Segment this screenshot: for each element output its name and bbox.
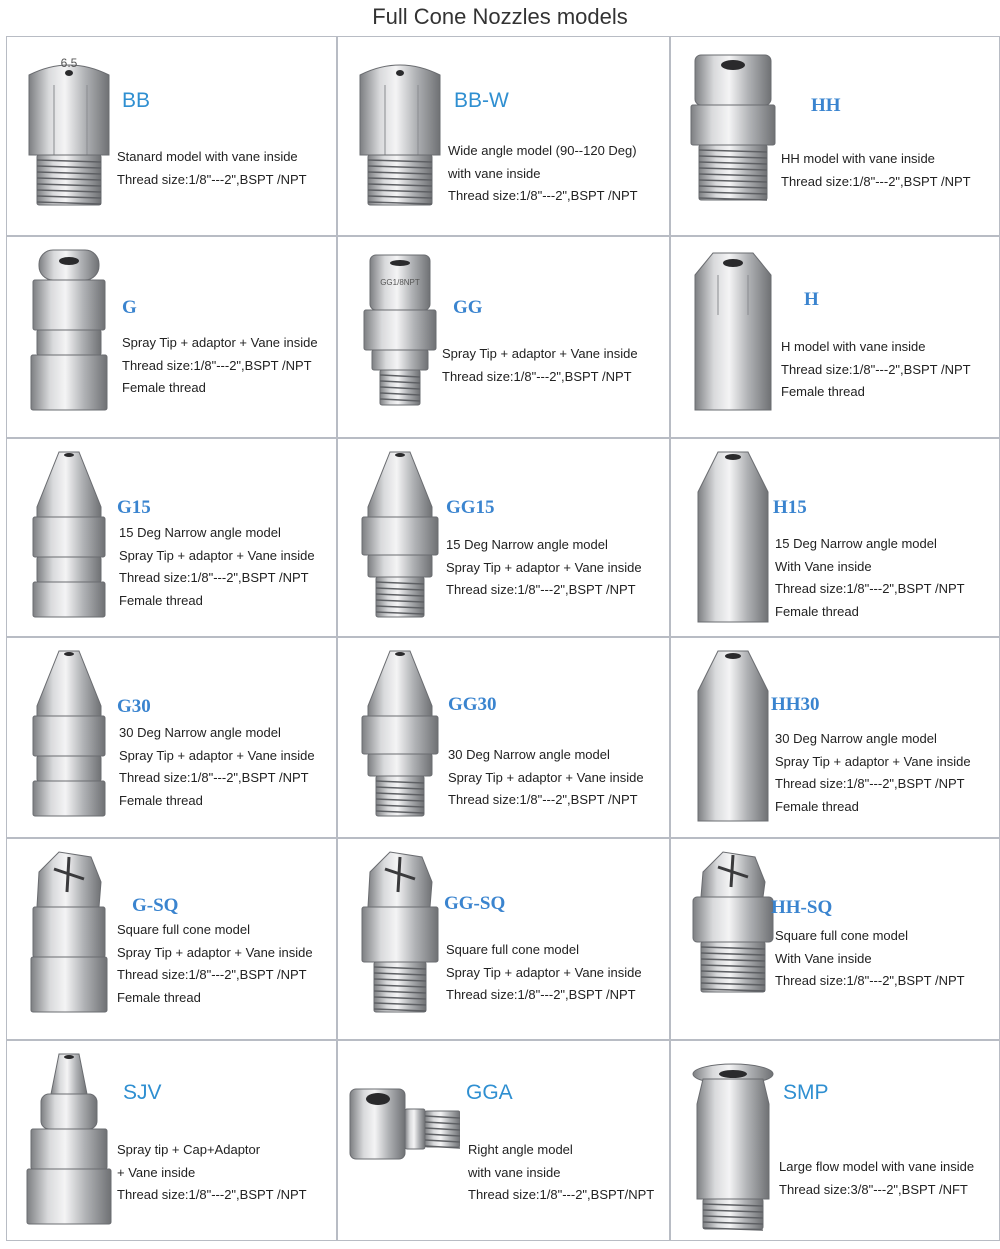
model-name: GG30 (448, 694, 497, 715)
model-name: HH (811, 95, 841, 116)
model-name: H15 (773, 497, 807, 518)
model-name: BB (122, 89, 151, 112)
model-name: HH30 (771, 694, 820, 715)
model-name: G15 (117, 497, 151, 518)
description-line: Thread size:1/8"---2",BSPT /NPT (448, 792, 638, 807)
nozzle-model-grid (6, 36, 1000, 1241)
model-name: G30 (117, 696, 151, 717)
description-line: Spray Tip + adaptor + Vane inside (122, 335, 318, 350)
description-line: Large flow model with vane inside (779, 1159, 975, 1174)
description-line: Thread size:1/8"---2",BSPT /NPT (446, 582, 636, 597)
description-line: Spray Tip + adaptor + Vane inside (442, 346, 638, 361)
description-line: Square full cone model (446, 942, 579, 957)
model-description (448, 140, 638, 208)
description-line: Square full cone model (775, 928, 908, 943)
model-card-bb-w (337, 36, 670, 236)
model-description (448, 744, 644, 812)
description-line: H model with vane inside (781, 339, 926, 354)
model-card-g (6, 236, 337, 438)
model-card-h (670, 236, 1000, 438)
nozzle-engraving: 6.5 (60, 56, 78, 70)
model-description (117, 146, 307, 191)
description-line: Spray Tip + adaptor + Vane inside (448, 769, 644, 785)
description-line: Spray Tip + adaptor + Vane inside (117, 944, 313, 960)
description-line: Female thread (117, 989, 201, 1005)
description-line: with vane inside (468, 1164, 561, 1180)
description-line: 15 Deg Narrow angle model (119, 525, 281, 540)
description-line: Thread size:1/8"---2",BSPT /NPT (781, 361, 971, 377)
model-card-gga (337, 1040, 670, 1241)
nozzle-image (9, 646, 129, 831)
nozzle-image (9, 245, 129, 430)
description-line: Spray Tip + adaptor + Vane inside (775, 753, 971, 769)
model-name: GG (453, 297, 483, 318)
description-line: Thread size:1/8"---2",BSPT /NPT (775, 581, 965, 596)
model-description (775, 925, 965, 993)
description-line: Spray Tip + adaptor + Vane inside (446, 964, 642, 980)
model-name: GG-SQ (444, 893, 506, 914)
description-line: 30 Deg Narrow angle model (119, 725, 281, 740)
model-card-hh30 (670, 637, 1000, 838)
nozzle-image (9, 447, 129, 632)
description-line: Spray Tip + adaptor + Vane inside (119, 747, 315, 763)
nozzle-image (340, 447, 460, 632)
model-description (446, 534, 642, 602)
description-line: With Vane inside (775, 950, 872, 966)
model-name: BB-W (454, 89, 509, 112)
description-line: Thread size:1/8"---2",BSPT /NPT (117, 967, 307, 982)
model-card-smp (670, 1040, 1000, 1241)
description-line: 30 Deg Narrow angle model (448, 747, 610, 762)
description-line: Female thread (119, 792, 203, 808)
model-card-sjv (6, 1040, 337, 1241)
description-line: Spray Tip + adaptor + Vane inside (446, 559, 642, 575)
nozzle-image (340, 847, 460, 1032)
model-description (779, 1156, 974, 1201)
description-line: Spray Tip + adaptor + Vane inside (119, 547, 315, 563)
model-description (117, 1139, 307, 1207)
model-card-g30 (6, 637, 337, 838)
description-line: Thread size:1/8"---2",BSPT /NPT (119, 570, 309, 585)
description-line: Thread size:1/8"---2",BSPT/NPT (468, 1187, 655, 1202)
description-line: HH model with vane inside (781, 151, 935, 166)
model-description (468, 1139, 654, 1207)
description-line: Spray tip + Cap+Adaptor (117, 1142, 261, 1157)
model-description (775, 728, 971, 818)
nozzle-image (9, 1049, 129, 1234)
model-card-gg30 (337, 637, 670, 838)
description-line: Wide angle model (90--120 Deg) (448, 143, 637, 158)
description-line: Square full cone model (117, 922, 250, 937)
description-line: Female thread (119, 592, 203, 608)
nozzle-engraving: GG1/8NPT (380, 278, 420, 287)
model-description (442, 343, 638, 388)
model-description (446, 939, 642, 1007)
description-line: Thread size:1/8"---2",BSPT /NPT (775, 776, 965, 791)
description-line: Stanard model with vane inside (117, 149, 298, 164)
model-description (781, 148, 971, 193)
model-description (775, 533, 965, 623)
description-line: with vane inside (448, 165, 541, 181)
description-line: Thread size:3/8"---2",BSPT /NFT (779, 1181, 968, 1197)
model-card-gg (337, 236, 670, 438)
description-line: + Vane inside (117, 1164, 196, 1180)
description-line: Female thread (775, 603, 859, 619)
description-line: Thread size:1/8"---2",BSPT /NPT (781, 173, 971, 189)
model-card-gg-sq (337, 838, 670, 1040)
nozzle-image (673, 1049, 793, 1234)
model-name: HH-SQ (771, 897, 833, 918)
model-name: GG15 (446, 497, 495, 518)
description-line: Female thread (775, 798, 859, 814)
model-card-bb (6, 36, 337, 236)
model-name: GGA (466, 1081, 513, 1104)
description-line: Female thread (122, 380, 206, 395)
description-line: Thread size:1/8"---2",BSPT /NPT (119, 770, 309, 785)
description-line: Thread size:1/8"---2",BSPT /NPT (117, 1187, 307, 1202)
model-description (119, 522, 315, 612)
description-line: With Vane inside (775, 558, 872, 574)
description-line: Female thread (781, 384, 865, 399)
description-line: 15 Deg Narrow angle model (775, 536, 937, 551)
model-description (117, 919, 313, 1009)
model-name: G (122, 297, 137, 318)
model-description (122, 332, 318, 400)
description-line: 30 Deg Narrow angle model (775, 731, 937, 746)
nozzle-image (340, 1049, 460, 1234)
description-line: Thread size:1/8"---2",BSPT /NPT (446, 987, 636, 1002)
description-line: Thread size:1/8"---2",BSPT /NPT (117, 171, 307, 187)
description-line: Thread size:1/8"---2",BSPT /NPT (442, 368, 632, 384)
model-name: H (804, 289, 819, 310)
nozzle-image (9, 847, 129, 1032)
nozzle-image (340, 646, 460, 831)
description-line: Thread size:1/8"---2",BSPT /NPT (775, 973, 965, 988)
model-name: SJV (123, 1081, 162, 1104)
model-card-g15 (6, 438, 337, 637)
description-line: Thread size:1/8"---2",BSPT /NPT (122, 357, 312, 373)
model-card-gg15 (337, 438, 670, 637)
description-line: 15 Deg Narrow angle model (446, 537, 608, 552)
nozzle-image (340, 45, 460, 230)
model-description (119, 722, 315, 812)
model-card-hh (670, 36, 1000, 236)
model-card-g-sq (6, 838, 337, 1040)
nozzle-image (9, 45, 129, 230)
nozzle-image (673, 245, 793, 430)
model-name: SMP (783, 1081, 829, 1104)
model-card-h15 (670, 438, 1000, 637)
page-title: Full Cone Nozzles models (372, 4, 628, 29)
nozzle-image (673, 45, 793, 230)
nozzle-image (340, 245, 460, 430)
description-line: Right angle model (468, 1142, 573, 1157)
model-description (781, 336, 971, 404)
description-line: Thread size:1/8"---2",BSPT /NPT (448, 188, 638, 203)
model-card-hh-sq (670, 838, 1000, 1040)
model-name: G-SQ (132, 895, 179, 916)
